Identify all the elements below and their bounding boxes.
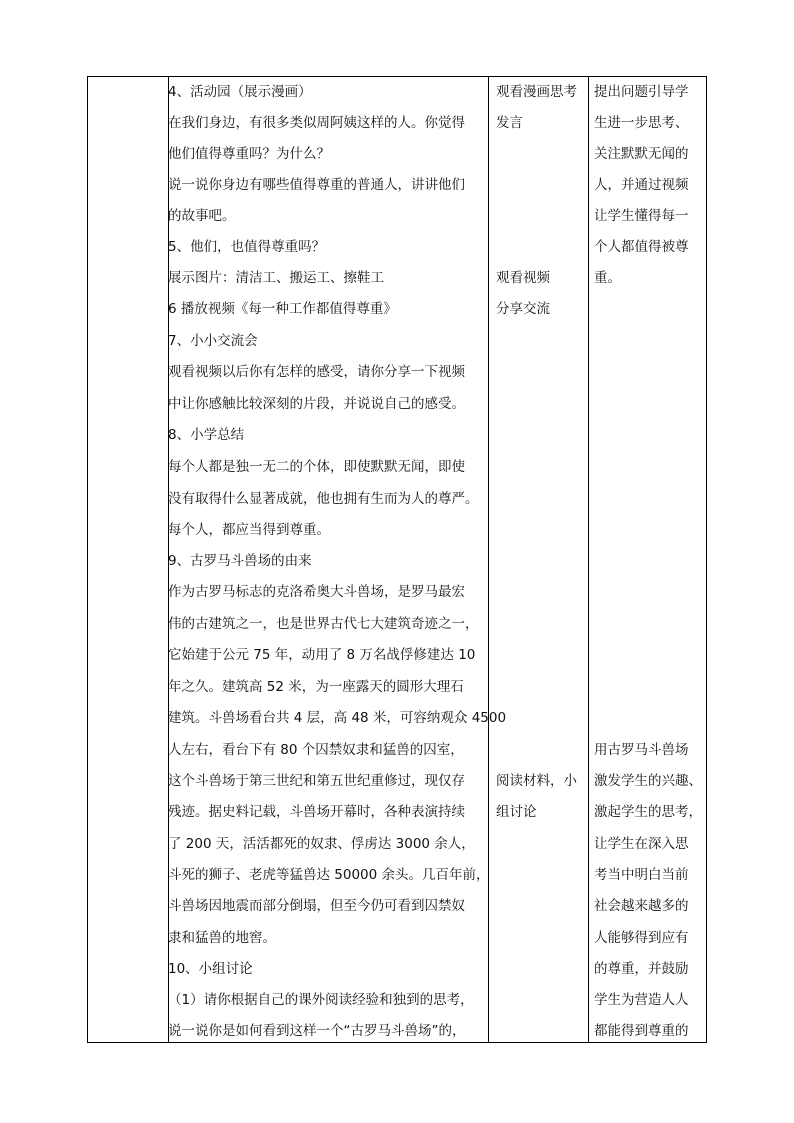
text-line: 建筑。斗兽场看台共 4 层，高 48 米，可容纳观众 4500 — [168, 710, 507, 726]
text-line: 阅读材料，小 — [496, 773, 577, 789]
text-line: 斗兽场因地震而部分倒塌，但至今仍可看到囚禁奴 — [168, 898, 465, 914]
text-line: 9、古罗马斗兽场的由来 — [168, 553, 312, 569]
text-line: 隶和猛兽的地窖。 — [168, 930, 276, 946]
text-line: 了 200 天，活活都死的奴隶、俘虏达 3000 余人， — [168, 836, 475, 852]
text-line: 4、活动园（展示漫画） — [168, 84, 312, 100]
lesson-plan-table — [87, 76, 707, 1043]
text-line: 的故事吧。 — [168, 208, 236, 224]
text-line: 5、他们，也值得尊重吗？ — [168, 239, 326, 255]
text-line: 伟的古建筑之一，也是世界古代七大建筑奇迹之一， — [168, 616, 479, 632]
teacher-activity-column — [168, 77, 507, 1042]
text-line: （1）请你根据自己的课外阅读经验和独到的思考， — [168, 992, 474, 1008]
text-line: 学生为营造人人 — [594, 992, 689, 1008]
text-line: 在我们身边，有很多类似周阿姨这样的人。你觉得 — [168, 115, 465, 131]
text-line: 作为古罗马标志的克洛希奥大斗兽场，是罗马最宏 — [168, 584, 465, 600]
text-line: 年之久。建筑高 52 米，为一座露天的圆形大理石 — [168, 679, 464, 695]
text-line: 残迹。据史料记载，斗兽场开幕时，各种表演持续 — [168, 804, 465, 820]
text-line: 观看视频以后你有怎样的感受，请你分享一下视频 — [168, 364, 465, 380]
text-line: 说一说你是如何看到这样一个“古罗马斗兽场”的， — [168, 1023, 466, 1039]
stage-column — [88, 77, 168, 1042]
text-line: 7、小小交流会 — [168, 333, 258, 349]
text-line: 斗死的狮子、老虎等猛兽达 50000 余头。几百年前， — [168, 867, 490, 883]
column-divider — [488, 77, 489, 1042]
text-line: 它始建于公元 75 年，动用了 8 万名战俘修建达 10 — [168, 647, 476, 663]
text-line: 考当中明白当前 — [594, 867, 689, 883]
text-line: 10、小组讨论 — [168, 961, 253, 977]
text-line: 激起学生的思考， — [594, 804, 702, 820]
design-intent-column — [594, 77, 704, 1042]
text-line: 重。 — [594, 270, 621, 286]
text-line: 没有取得什么显著成就，他也拥有生而为人的尊严。 — [168, 491, 479, 507]
text-line: 让学生在深入思 — [594, 836, 689, 852]
text-line: 社会越来越多的 — [594, 898, 689, 914]
text-line: 6 播放视频《每一种工作都值得尊重》 — [168, 301, 397, 317]
text-line: 每个人，都应当得到尊重。 — [168, 522, 330, 538]
text-line: 都能得到尊重的 — [594, 1023, 689, 1039]
text-line: 的尊重，并鼓励 — [594, 961, 689, 977]
text-line: 激发学生的兴趣、 — [594, 773, 702, 789]
text-line: 人，并通过视频 — [594, 177, 689, 193]
text-line: 个人都值得被尊 — [594, 239, 689, 255]
text-line: 关注默默无闻的 — [594, 146, 689, 162]
column-divider — [588, 77, 589, 1042]
text-line: 人能够得到应有 — [594, 930, 689, 946]
text-line: 人左右，看台下有 80 个囚禁奴隶和猛兽的囚室， — [168, 742, 464, 758]
text-line: 组讨论 — [496, 804, 537, 820]
student-activity-column — [496, 77, 586, 1042]
text-line: 展示图片：清洁工、搬运工、擦鞋工 — [168, 270, 384, 286]
text-line: 观看视频 — [496, 270, 550, 286]
text-line: 用古罗马斗兽场 — [594, 742, 689, 758]
text-line: 生进一步思考、 — [594, 115, 689, 131]
text-line: 每个人都是独一无二的个体，即使默默无闻，即使 — [168, 459, 465, 475]
text-line: 说一说你身边有哪些值得尊重的普通人，讲讲他们 — [168, 177, 465, 193]
text-line: 这个斗兽场于第三世纪和第五世纪重修过，现仅存 — [168, 773, 465, 789]
text-line: 中让你感触比较深刻的片段，并说说自己的感受。 — [168, 396, 465, 412]
text-line: 观看漫画思考 — [496, 84, 577, 100]
text-line: 他们值得尊重吗？为什么？ — [168, 146, 330, 162]
text-line: 让学生懂得每一 — [594, 208, 689, 224]
text-line: 提出问题引导学 — [594, 84, 689, 100]
text-line: 发言 — [496, 115, 523, 131]
text-line: 8、小学总结 — [168, 427, 245, 443]
text-line: 分享交流 — [496, 301, 550, 317]
